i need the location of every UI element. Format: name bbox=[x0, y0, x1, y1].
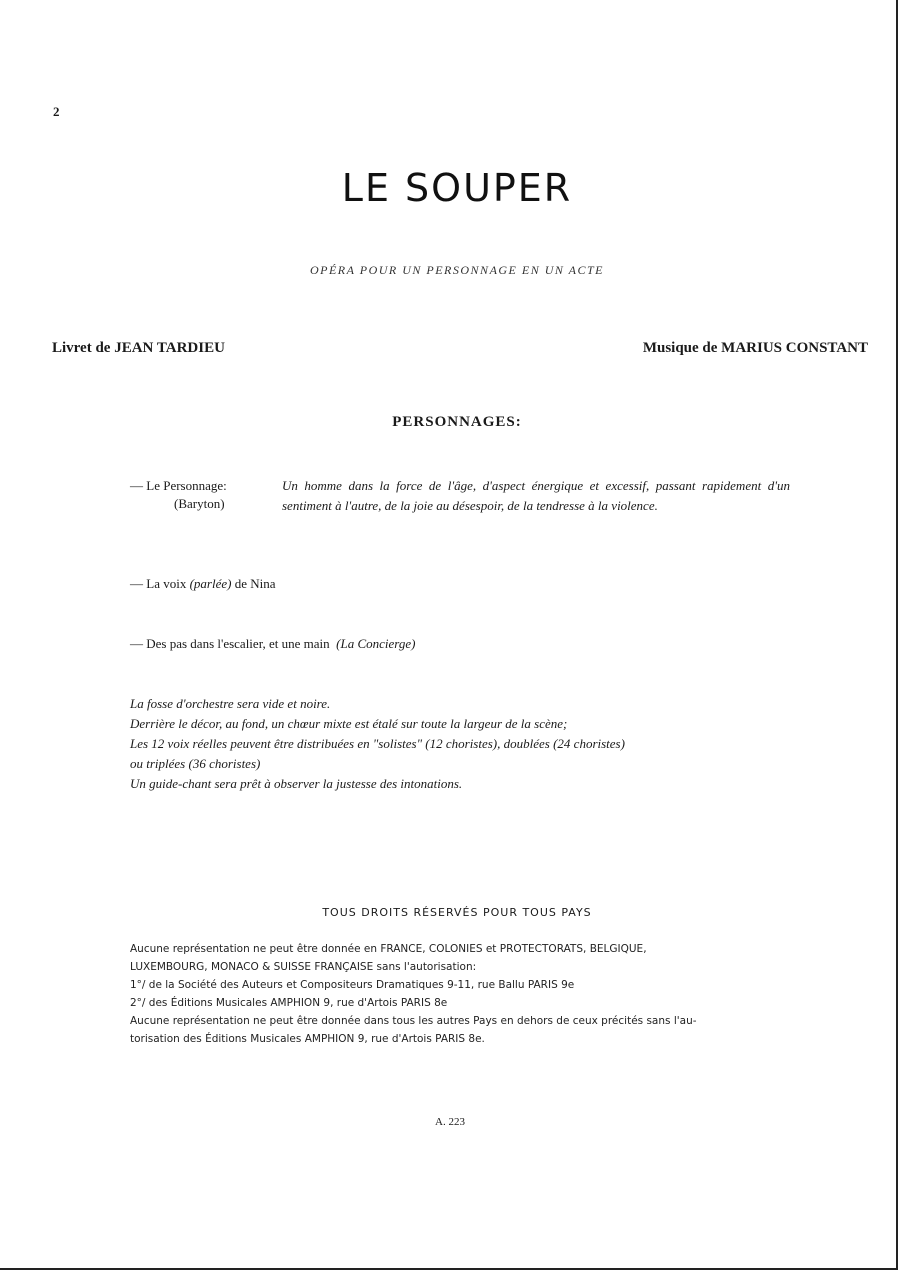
rights-line: LUXEMBOURG, MONACO & SUISSE FRANÇAISE sans l'autorisation: bbox=[130, 961, 477, 973]
staging-notes bbox=[130, 694, 800, 794]
note-line: ou triplées (36 choristes) bbox=[130, 756, 261, 771]
catalog-number: A. 223 bbox=[435, 1116, 465, 1128]
note-line: Un guide-chant sera prêt à observer la justesse des intonations. bbox=[130, 776, 463, 791]
rights-line: Aucune représentation ne peut être donnée en FRANCE, COLONIES et PROTECTORATS, BELGIQUE, bbox=[130, 943, 647, 955]
note-line: Derrière le décor, au fond, un chœur mixte est étalé sur toute la largeur de la scène; bbox=[130, 716, 568, 731]
steps-who: (La Concierge) bbox=[336, 636, 416, 651]
characters-heading: PERSONNAGES: bbox=[392, 414, 522, 430]
composer-credit: Musique de MARIUS CONSTANT bbox=[642, 340, 868, 356]
credits bbox=[52, 340, 868, 357]
rights-line: 1°/ de la Société des Auteurs et Compositeurs Dramatiques 9-11, rue Ballu PARIS 9e bbox=[130, 979, 575, 991]
character-role bbox=[130, 476, 282, 516]
nina-spoken: (parlée) bbox=[189, 576, 232, 591]
subtitle: OPÉRA POUR UN PERSONNAGE EN UN ACTE bbox=[309, 263, 605, 277]
nina-prefix: — La voix bbox=[130, 576, 187, 591]
librettist-credit: Livret de JEAN TARDIEU bbox=[52, 340, 225, 356]
rights-line: 2°/ des Éditions Musicales AMPHION 9, rue d'Artois PARIS 8e bbox=[130, 997, 448, 1009]
character-role-name: — Le Personnage: bbox=[130, 478, 227, 493]
character-main bbox=[130, 476, 790, 516]
rights-line: torisation des Éditions Musicales AMPHION 9, rue d'Artois PARIS 8e. bbox=[130, 1033, 485, 1045]
rights-notice bbox=[130, 940, 810, 1048]
rights-line: Aucune représentation ne peut être donnée dans tous les autres Pays en dehors de ceux précités sans l'au- bbox=[130, 1015, 697, 1027]
note-line: La fosse d'orchestre sera vide et noire. bbox=[130, 696, 331, 711]
nina-suffix: de Nina bbox=[234, 576, 276, 591]
rights-title: TOUS DROITS RÉSERVÉS POUR TOUS PAYS bbox=[322, 906, 592, 919]
page-title: LE SOUPER bbox=[341, 166, 573, 210]
character-steps bbox=[130, 636, 415, 652]
note-line: Les 12 voix réelles peuvent être distribuées en "solistes" (12 choristes), doublées (24 choristes) bbox=[130, 736, 625, 751]
character-description: Un homme dans la force de l'âge, d'aspect énergique et excessif, passant rapidement d'un sentiment à l'autre, de la joie au désespoir, de la tendresse à la violence. bbox=[282, 478, 790, 513]
character-nina bbox=[130, 576, 276, 592]
steps-text: — Des pas dans l'escalier, et une main bbox=[130, 636, 330, 651]
character-voice-type: (Baryton) bbox=[174, 496, 225, 511]
page-number: 2 bbox=[53, 104, 60, 119]
